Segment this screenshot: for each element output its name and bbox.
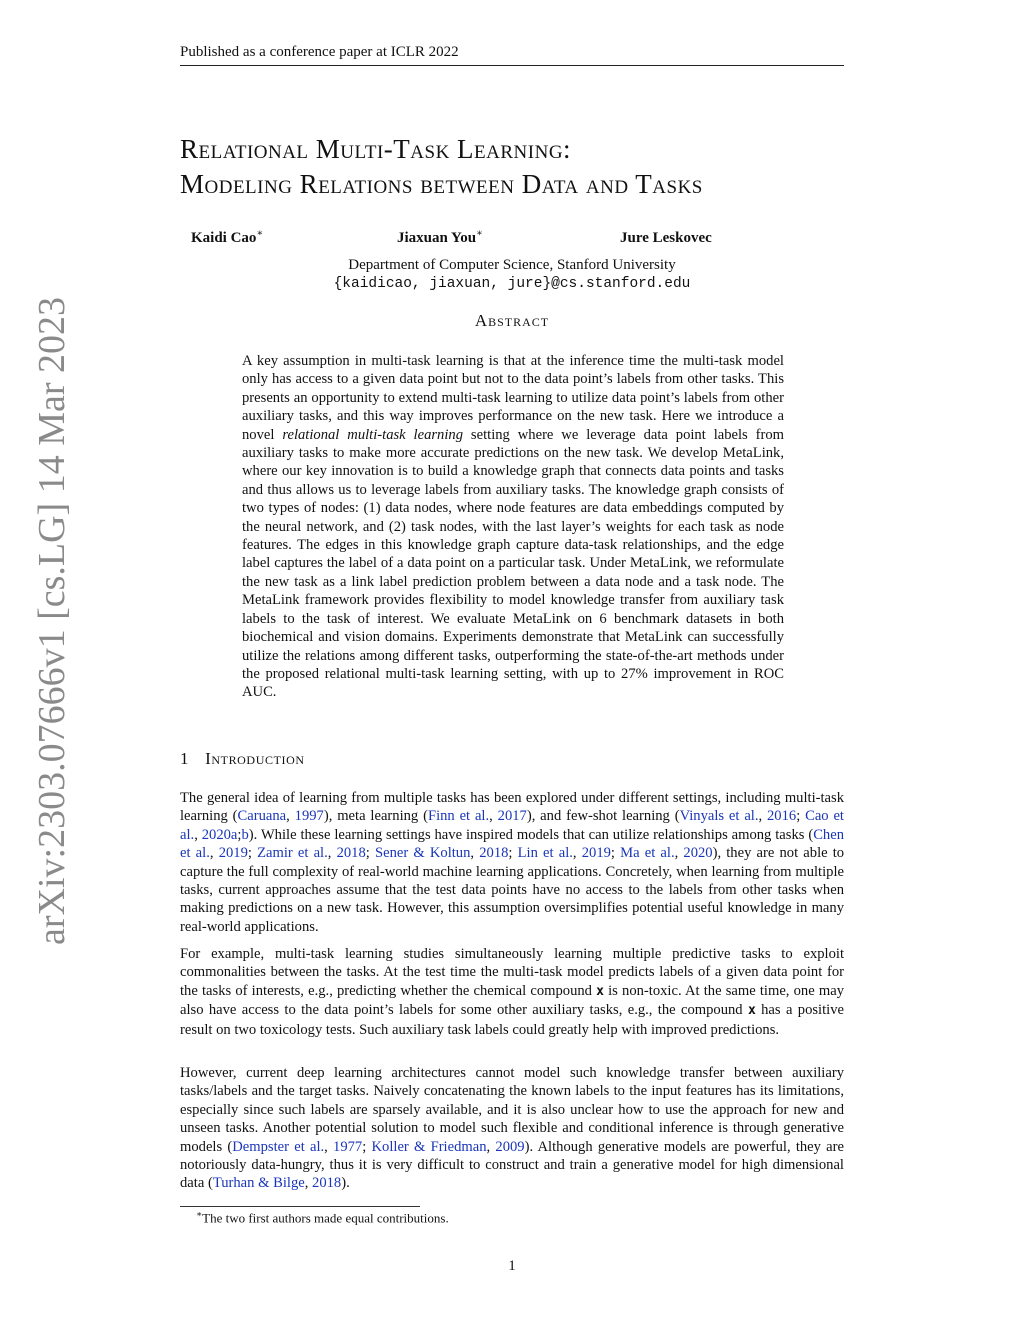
footnote-divider xyxy=(180,1206,420,1207)
text-run: , xyxy=(489,808,498,825)
citation-link[interactable]: Chen et al. xyxy=(180,826,844,862)
footnote xyxy=(196,1209,449,1226)
author-2 xyxy=(397,228,483,247)
math-variable: x xyxy=(596,983,604,999)
title-line-1: Relational Multi-Task Learning: xyxy=(180,134,572,164)
intro-paragraph-3 xyxy=(180,1064,844,1193)
footnote-mark: ∗ xyxy=(196,1209,203,1219)
citation-link[interactable]: 1997 xyxy=(294,808,324,825)
citation-link[interactable]: Sener & Koltun xyxy=(374,845,471,862)
citation-link[interactable]: Dempster et al. xyxy=(232,1138,325,1155)
citation-link[interactable]: 2019 xyxy=(581,845,611,862)
text-run: , xyxy=(324,1138,334,1155)
text-run: The general idea of learning from multiple tasks has been explored under different settings, including multi-task learning ( xyxy=(180,790,844,825)
text-run: ). xyxy=(341,1175,350,1192)
citation-link[interactable]: Turhan & Bilge xyxy=(212,1175,305,1192)
equal-contribution-mark: ∗ xyxy=(476,228,483,239)
equal-contribution-mark: ∗ xyxy=(256,228,264,239)
page-number: 1 xyxy=(508,1258,516,1274)
abstract-part: setting where we leverage data point labels from auxiliary tasks to make more accurate predictions on the new task. We develop MetaLink, where our key innovation is to build a knowledge graph that connects data points and tasks and thus allows us to leverage labels from auxiliary tasks. The knowledge graph consists of two types of nodes: (1) data nodes, where node features are data embeddings computed by the neural network, and (2) task nodes, with the last layer’s weights for each task as node features. The edges in this knowledge graph capture data-task relationships, and the edge label captures the label of a data point on a particular task. Under MetaLink, we reformulate the new task as a link label prediction problem between a data node and a task node. The MetaLink framework provides flexibility to model knowledge transfer from auxiliary task labels to the task of interest. We evaluate MetaLink on 6 benchmark datasets in both biochemical and vision domains. Experiments demonstrate that MetaLink can successfully utilize the relations among different tasks, outperforming the state-of-the-art methods under the proposed relational multi-task learning setting, with up to 27% improvement in ROC AUC. xyxy=(242,426,785,701)
intro-paragraph-1 xyxy=(180,789,844,936)
abstract-emphasis: relational multi-task learning xyxy=(282,426,464,443)
abstract-text xyxy=(242,352,784,702)
citation-link[interactable]: Vinyals et al. xyxy=(679,808,759,825)
footnote-text: The two first authors made equal contributions. xyxy=(202,1210,449,1226)
abstract-heading: Abstract xyxy=(474,311,550,330)
citation-link[interactable]: b xyxy=(241,826,249,843)
citation-link[interactable]: 2020 xyxy=(683,845,713,862)
citation-link[interactable]: 2017 xyxy=(497,808,527,825)
text-run: However, current deep learning architectures cannot model such knowledge transfer between auxiliary tasks/labels and the target tasks. Naively concatenating the known labels to the input features has its limitations, especially since such labels are sparsely available, and it is also unclear how to use the approach for new and unseen tasks. Another potential solution to model such flexible and conditional inference is through generative models ( xyxy=(180,1065,844,1155)
text-run: ). While these learning settings have inspired models that can utilize relationships among tasks ( xyxy=(248,826,814,843)
text-run: ), and few-shot learning ( xyxy=(526,808,680,825)
text-run: ; xyxy=(247,845,258,862)
text-run: ), meta learning ( xyxy=(323,808,428,825)
section-heading xyxy=(180,749,305,769)
citation-link[interactable]: Finn et al. xyxy=(427,808,490,825)
text-run: , xyxy=(286,808,295,825)
author-3 xyxy=(620,228,712,247)
text-run: ). Although generative models are powerful, they are notoriously data-hungry, thus it is very difficult to construct and train a generative model for high dimensional data ( xyxy=(180,1138,844,1192)
paper-title xyxy=(180,132,880,202)
text-run: ; xyxy=(508,845,518,862)
text-run: ; xyxy=(796,808,806,825)
text-run: For example, multi-task learning studies simultaneously learning multiple predictive tasks to exploit commonalities between the tasks. At the test time the multi-task model predicts labels of a given data point for the tasks of interests, e.g., predicting whether the chemical compound xyxy=(180,946,844,999)
text-run: has a positive result on two toxicology tests. Such auxiliary task labels could greatly help with improved predictions. xyxy=(180,1002,844,1038)
math-variable: x xyxy=(747,1003,756,1019)
text-run: , xyxy=(470,845,480,862)
title-line-2: Modeling Relations between Data and Tasks xyxy=(180,169,703,199)
text-run: , xyxy=(674,845,684,862)
text-run: , xyxy=(486,1138,496,1155)
text-run: , xyxy=(327,845,337,862)
text-run: ; xyxy=(365,845,375,862)
abstract-part: A key assumption in multi-task learning is that at the inference time the multi-task model only has access to a given data point but not to the data point’s labels from other tasks. This presents an opportunity to extend multi-task learning to utilize data point’s labels from other auxiliary tasks, and this way improves performance on the new task. Here we introduce a novel xyxy=(242,353,784,443)
text-run: , xyxy=(758,808,767,825)
citation-link[interactable]: Caruana xyxy=(237,808,287,825)
citation-link[interactable]: Koller & Friedman xyxy=(371,1138,487,1155)
section-number: 1 xyxy=(180,749,190,768)
text-run: ; xyxy=(362,1138,372,1155)
citation-link[interactable]: 2018 xyxy=(312,1175,342,1192)
citation-link[interactable]: 2018 xyxy=(479,845,509,862)
citation-link[interactable]: Cao et al. xyxy=(180,808,844,843)
citation-link[interactable]: 2019 xyxy=(218,845,248,862)
text-run: ), they are not able to capture the full complexity of real-world machine learning applications. Concretely, when learning from multiple tasks, current approaches assume that the test data points have no access to the labels from other tasks when making predictions on a new task. However, this assumption oversimplifies potential useful knowledge in many real-world applications. xyxy=(180,845,845,935)
author-name: Kaidi Cao xyxy=(191,230,257,246)
author-name: Jiaxuan You xyxy=(397,230,477,246)
text-run: , xyxy=(209,845,219,862)
section-title: Introduction xyxy=(205,749,305,768)
affiliation: Department of Computer Science, Stanford University xyxy=(348,257,676,273)
citation-link[interactable]: 2016 xyxy=(767,808,797,825)
citation-link[interactable]: 2009 xyxy=(495,1138,525,1155)
author-1 xyxy=(191,228,263,247)
intro-paragraph-2 xyxy=(180,945,844,1039)
citation-link[interactable]: Lin et al. xyxy=(517,845,573,862)
citation-link[interactable]: 2020a xyxy=(201,826,238,843)
citation-link[interactable]: 2018 xyxy=(336,845,366,862)
arxiv-identifier-stamp: arXiv:2303.07666v1 [cs.LG] 14 Mar 2023 xyxy=(31,296,73,945)
citation-link[interactable]: 1977 xyxy=(333,1138,363,1155)
citation-link[interactable]: Ma et al. xyxy=(620,845,675,862)
text-run: , xyxy=(572,845,582,862)
author-emails: {kaidicao, jiaxuan, jure}@cs.stanford.edu xyxy=(333,276,691,292)
text-run: ; xyxy=(610,845,621,862)
text-run: is non-toxic. At the same time, one may also have access to the data point’s labels for some other auxiliary tasks, e.g., the compound xyxy=(180,982,844,1019)
author-name: Jure Leskovec xyxy=(620,230,712,246)
text-run: , xyxy=(194,826,202,843)
text-run: ; xyxy=(237,826,242,843)
text-run: , xyxy=(304,1175,313,1192)
running-header: Published as a conference paper at ICLR 2022 xyxy=(180,44,844,66)
citation-link[interactable]: Zamir et al. xyxy=(257,845,328,862)
